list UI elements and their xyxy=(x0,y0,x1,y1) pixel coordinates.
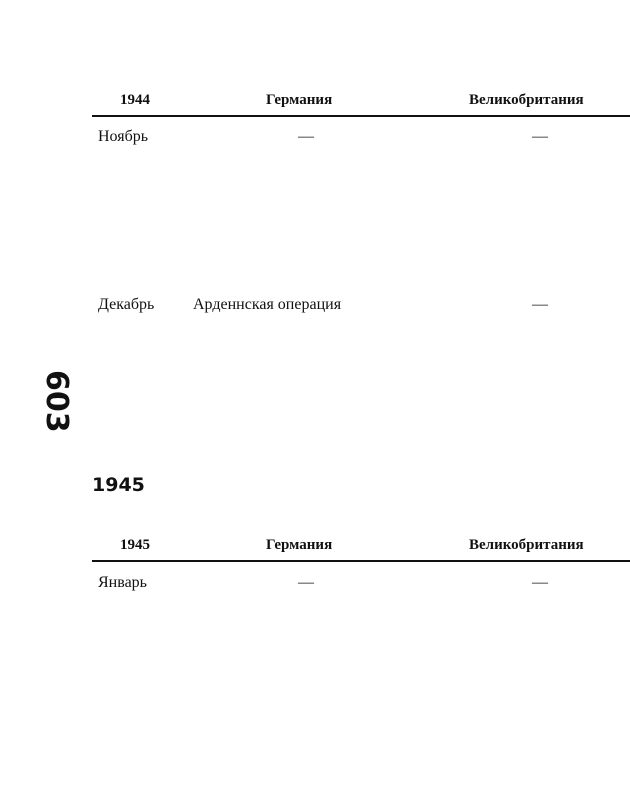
month-cell: Декабрь xyxy=(98,296,155,313)
table-header-row xyxy=(92,92,630,122)
header-year: 1945 xyxy=(120,537,150,553)
month-cell: Ноябрь xyxy=(98,128,149,145)
table-header-row xyxy=(92,537,630,567)
germany-cell: — xyxy=(298,128,314,145)
britain-cell: — xyxy=(532,574,548,591)
header-year: 1944 xyxy=(120,92,150,108)
header-germany: Германия xyxy=(266,92,333,108)
table-1945 xyxy=(92,537,630,617)
header-britain: Великобритания xyxy=(469,537,584,553)
britain-cell: — xyxy=(532,296,548,313)
section-heading: 1945 xyxy=(92,474,145,496)
header-rule xyxy=(92,560,630,562)
britain-cell: — xyxy=(532,128,548,145)
header-germany: Германия xyxy=(266,537,333,553)
page-number: 603 xyxy=(39,370,74,433)
germany-cell: Арденнская операция xyxy=(193,296,342,313)
month-cell: Январь xyxy=(98,574,147,591)
germany-cell: — xyxy=(298,574,314,591)
header-rule xyxy=(92,115,630,117)
table-1944 xyxy=(92,92,630,322)
header-britain: Великобритания xyxy=(469,92,584,108)
